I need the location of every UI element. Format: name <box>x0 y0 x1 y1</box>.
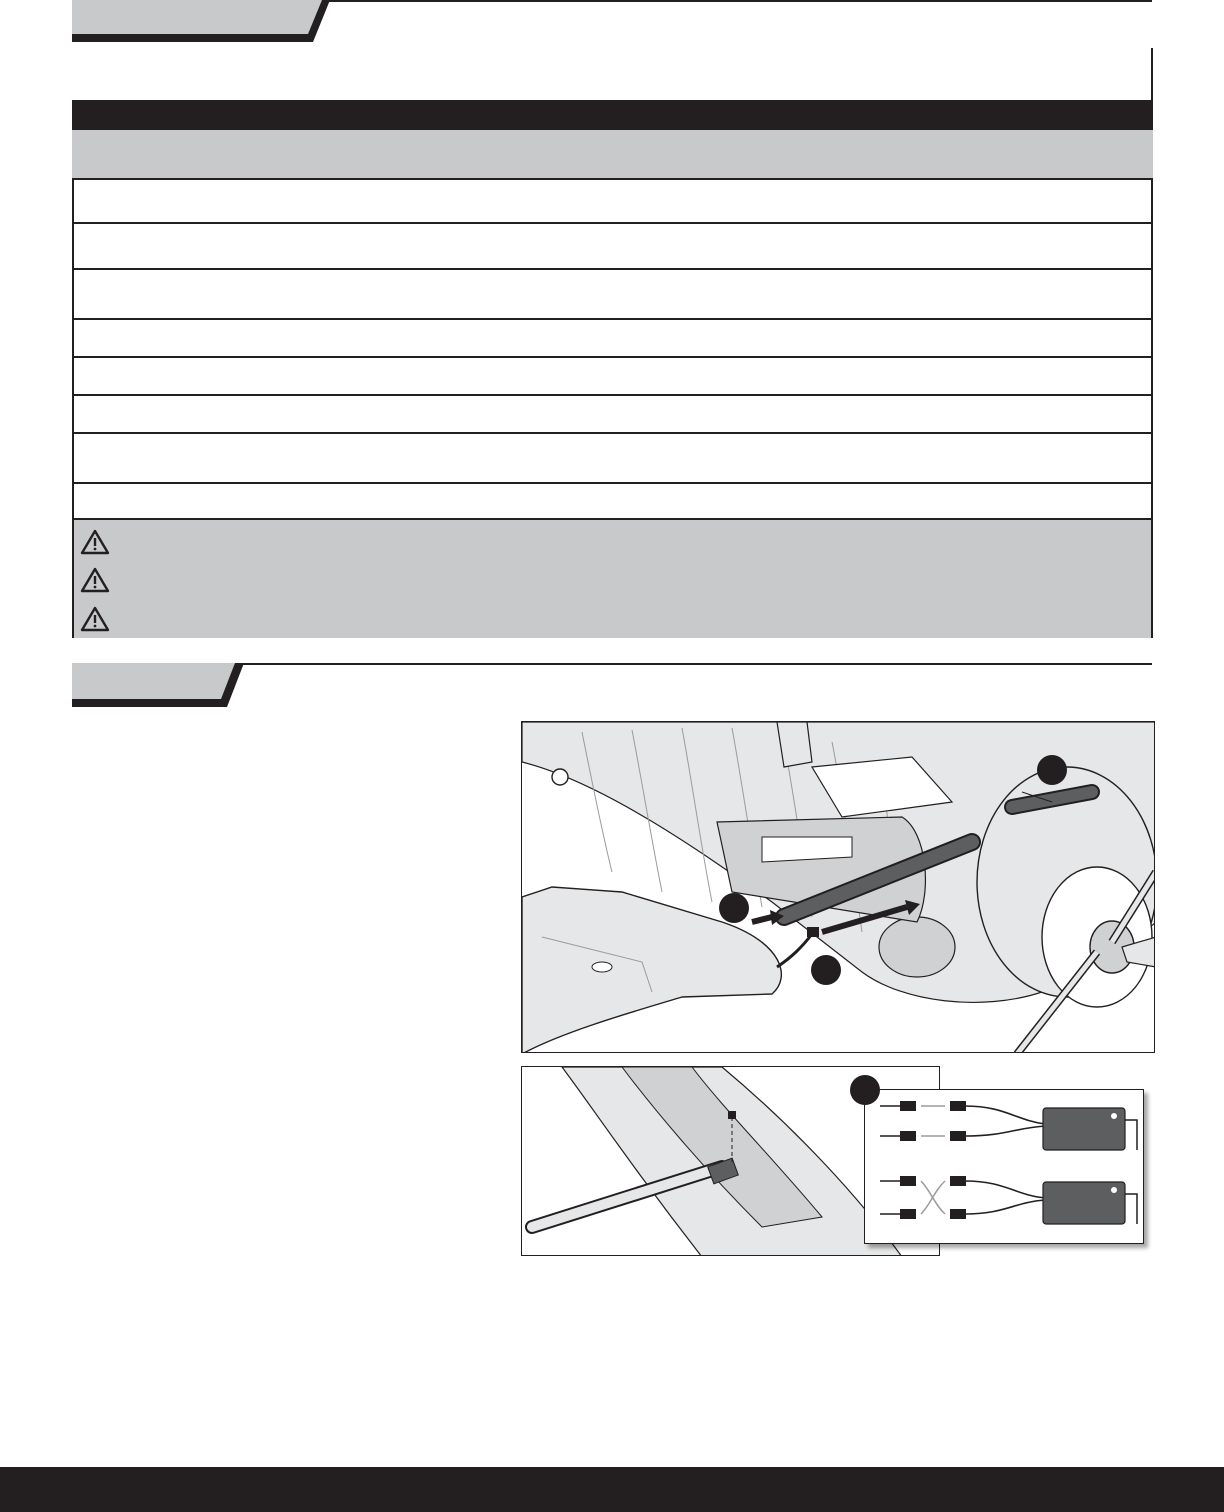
section-header-1 <box>72 0 1152 44</box>
warning-triangle-icon <box>80 529 110 555</box>
table-row <box>72 320 1153 358</box>
table-row <box>72 434 1153 484</box>
section-tab <box>72 663 252 709</box>
wing-install-illustration <box>521 721 1155 1053</box>
table-subheader <box>72 130 1153 180</box>
spec-table <box>72 100 1153 638</box>
callout-marker <box>1037 755 1067 785</box>
table-row <box>72 180 1153 224</box>
callout-marker <box>719 893 749 923</box>
table-row <box>72 358 1153 396</box>
section-tab <box>72 0 332 44</box>
table-row <box>72 270 1153 320</box>
table-row <box>72 396 1153 434</box>
warning-triangle-icon <box>80 567 110 593</box>
footer-bar <box>0 1467 1224 1512</box>
warning-triangle-icon <box>80 606 110 632</box>
table-header-bar <box>72 100 1153 130</box>
warnings-block <box>72 520 1153 638</box>
section-header-2 <box>72 663 1152 707</box>
callout-marker <box>849 1074 881 1106</box>
receiver-wiring-inset <box>864 1089 1144 1244</box>
callout-marker <box>811 955 841 985</box>
table-row <box>72 484 1153 520</box>
table-right-border-top <box>1151 48 1153 100</box>
table-row <box>72 224 1153 270</box>
